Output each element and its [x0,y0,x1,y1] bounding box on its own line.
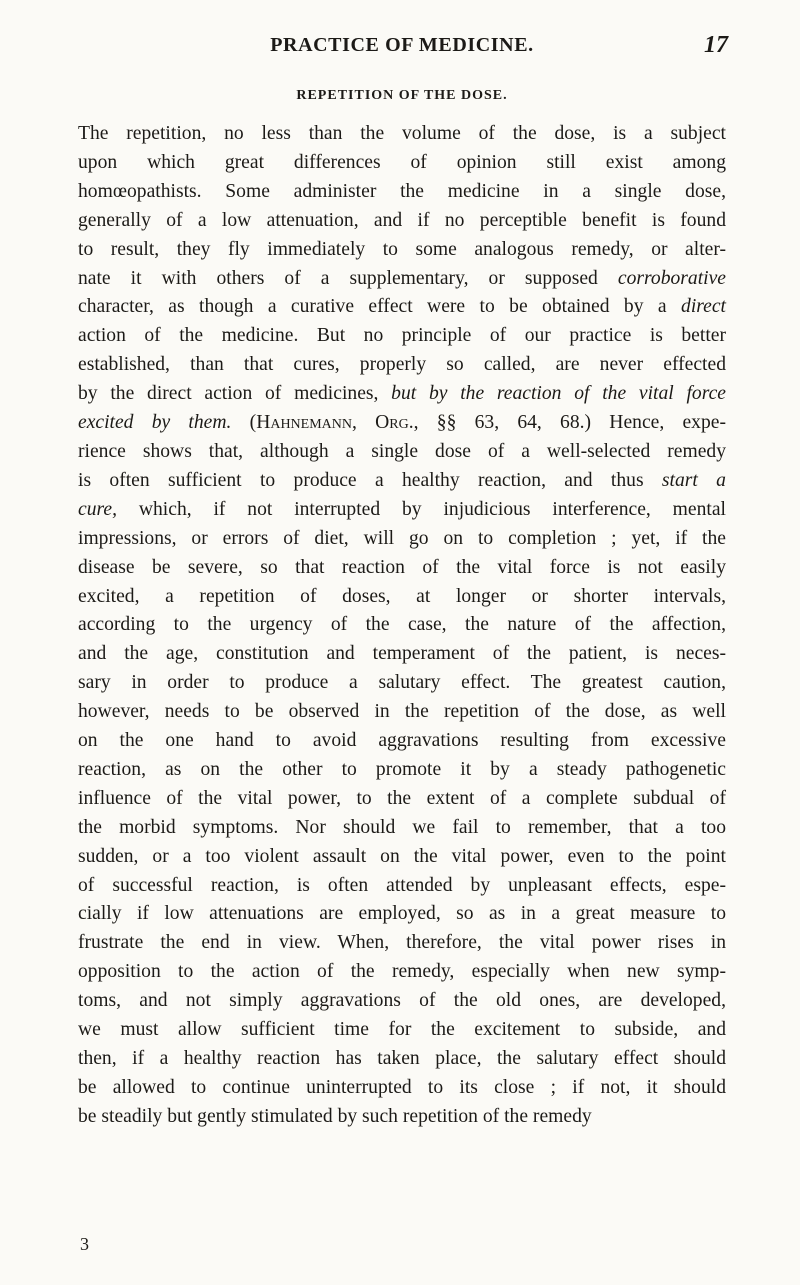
body-paragraph [78,120,726,1132]
text-segment: to result, they fly immediately to some analogous remedy, or alter- [78,238,726,260]
text-line [78,1074,726,1103]
text-line [78,727,726,756]
text-line [78,207,726,236]
text-line [78,843,726,872]
text-line [78,756,726,785]
italic-text: cure, [78,498,117,520]
text-line [78,322,726,351]
italic-text: corroborative [617,267,726,289]
text-line [78,293,726,322]
text-line [78,236,726,265]
text-segment: toms, and not simply aggravations of the old ones, are developed, [78,990,726,1012]
text-line [78,554,726,583]
text-line [78,698,726,727]
text-segment: of successful reaction, is often attended by unpleasant effects, espe- [78,874,726,896]
text-segment: impressions, or errors of diet, will go on to completion ; yet, if the [78,527,726,549]
text-line [78,1016,726,1045]
text-segment: then, if a healthy reaction has taken place, the salutary effect should [78,1048,726,1069]
text-segment: on the one hand to avoid aggravations resulting from excessive [78,730,726,752]
text-line [78,351,726,380]
section-heading: REPETITION OF THE DOSE. [296,88,508,103]
signature-mark: 3 [80,1234,89,1254]
text-line [78,872,726,901]
text-segment: influence of the vital power, to the extent of a complete subdual of [78,787,726,809]
italic-text: direct [681,296,726,318]
text-line [78,1103,726,1132]
text-segment: generally of a low attenuation, and if no perceptible benefit is found [78,209,726,231]
small-caps-text: Hahnemann, Org. [256,412,414,434]
text-segment: nate it with others of a supplementary, or supposed [78,267,618,289]
text-line [78,987,726,1016]
text-segment: the morbid symptoms. Nor should we fail to remember, that a too [78,816,726,838]
running-title: PRACTICE OF MEDICINE. [270,34,534,56]
text-line [78,178,726,207]
text-segment: cially if low attenuations are employed, so as in a great measure to [78,903,726,925]
text-segment: and the age, constitution and temperament of the patient, is neces- [78,643,726,665]
text-line [78,120,726,149]
text-line [78,1045,726,1074]
text-segment: sary in order to produce a salutary effect. The greatest caution, [78,672,726,694]
text-line [78,467,726,496]
text-segment: by the direct action of medicines, [78,383,392,405]
text-line [78,525,726,554]
text-segment: we must allow sufficient time for the excitement to subside, and [78,1019,726,1041]
text-segment: which, if not interrupted by injudicious interference, mental [117,498,726,520]
text-segment: , §§ 63, 64, 68.) Hence, expe- [413,412,726,434]
italic-text: start a [661,469,726,491]
text-segment: disease be severe, so that reaction of the vital force is not easily [78,556,726,578]
running-head [78,32,726,62]
text-line [78,409,726,438]
text-segment: reaction, as on the other to promote it by a steady pathogenetic [78,758,726,780]
text-line [78,814,726,843]
text-segment: sudden, or a too violent assault on the vital power, even to the point [78,845,726,867]
text-line [78,929,726,958]
text-segment: is often sufficient to produce a healthy reaction, and thus [78,469,662,491]
text-segment: rience shows that, although a single dose of a well-selected remedy [78,440,726,462]
text-segment: homœopathists. Some administer the medicine in a single dose, [78,180,726,202]
text-line [78,958,726,987]
text-line [78,496,726,525]
text-segment: opposition to the action of the remedy, especially when new symp- [78,961,726,983]
text-line [78,265,726,294]
text-line [78,611,726,640]
text-line [78,380,726,409]
text-segment: frustrate the end in view. When, therefore, the vital power rises in [78,932,726,954]
text-segment: ( [231,412,257,434]
text-segment: established, than that cures, properly so called, are never effected [78,354,726,376]
text-segment: action of the medicine. But no principle of our practice is better [78,325,726,347]
text-line [78,438,726,467]
text-line [78,785,726,814]
text-segment: be allowed to continue uninterrupted to its close ; if not, it should [78,1076,726,1098]
text-segment: upon which great differences of opinion still exist among [78,151,726,173]
text-line [78,900,726,929]
page-number: 17 [704,32,728,58]
text-segment: be steadily but gently stimulated by such repetition of the remedy [78,1105,592,1127]
text-segment: The repetition, no less than the volume of the dose, is a subject [78,123,726,144]
italic-text: but by the reaction of the vital force [391,383,726,405]
text-line [78,640,726,669]
book-page [78,0,726,1285]
text-line [78,583,726,612]
italic-text: excited by them. [78,412,232,434]
text-segment: character, as though a curative effect were to be obtained by a [78,296,682,318]
text-segment: however, needs to be observed in the repetition of the dose, as well [78,701,726,723]
text-line [78,149,726,178]
text-segment: according to the urgency of the case, the nature of the affection, [78,614,726,636]
text-segment: excited, a repetition of doses, at longer or shorter intervals, [78,585,726,607]
text-line [78,669,726,698]
